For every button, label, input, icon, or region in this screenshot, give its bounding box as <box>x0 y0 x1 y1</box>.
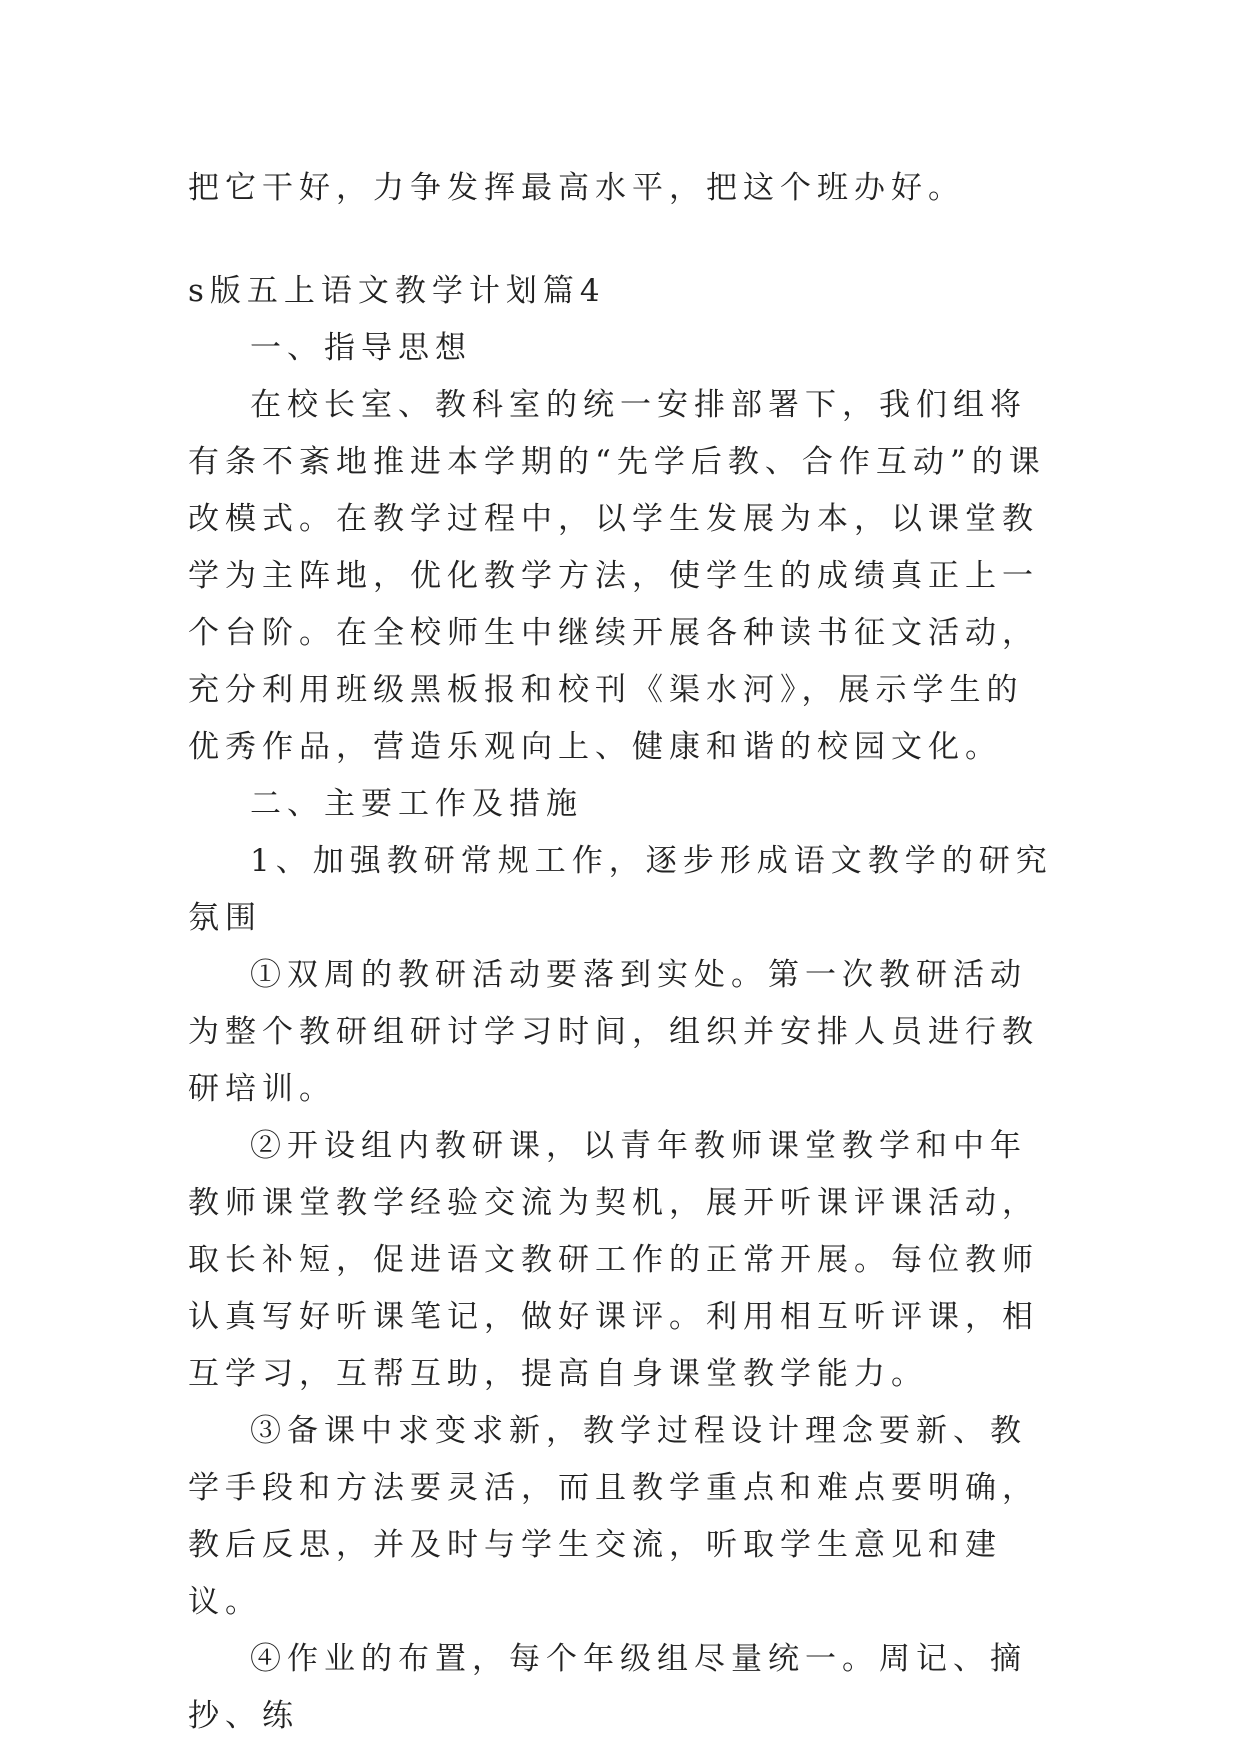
paragraph-item-4: ④作业的布置，每个年级组尽量统一。周记、摘抄、练 <box>188 1641 1027 1734</box>
section-title: s版五上语文教学计划篇4 <box>188 273 606 309</box>
paragraph-item-2: ②开设组内教研课，以青年教师课堂教学和中年教师课堂教学经验交流为契机，展开听课评课活动，取长补短，促进语文教研工作的正常开展。每位教师认真写好听课笔记，做好课评。利用相互听评课，相互学习，互帮互助，提高自身课堂教学能力。 <box>188 1128 1039 1392</box>
paragraph-item-3: ③备课中求变求新，教学过程设计理念要新、教学手段和方法要灵活，而且教学重点和难点要明确，教后反思，并及时与学生交流，听取学生意见和建议。 <box>188 1413 1039 1620</box>
heading-guiding-ideology: 一、指导思想 <box>250 330 472 366</box>
document-body <box>188 160 1058 1745</box>
paragraph-item-1: ①双周的教研活动要落到实处。第一次教研活动为整个教研组研讨学习时间，组织并安排人员进行教研培训。 <box>188 957 1039 1107</box>
subheading-teaching-research: 1、加强教研常规工作，逐步形成语文教学的研究氛围 <box>188 843 1053 936</box>
paragraph-guiding-ideology: 在校长室、教科室的统一安排部署下，我们组将有条不紊地推进本学期的“先学后教、合作互动”的课改模式。在教学过程中，以学生发展为本，以课堂教学为主阵地，优化教学方法，使学生的成绩真正上一个台阶。在全校师生中继续开展各种读书征文活动，充分利用班级黑板报和校刊《渠水河》，展示学生的优秀作品，营造乐观向上、健康和谐的校园文化。 <box>188 387 1046 765</box>
paragraph-continuation: 把它干好，力争发挥最高水平，把这个班办好。 <box>188 170 965 206</box>
heading-main-work: 二、主要工作及措施 <box>250 786 583 822</box>
